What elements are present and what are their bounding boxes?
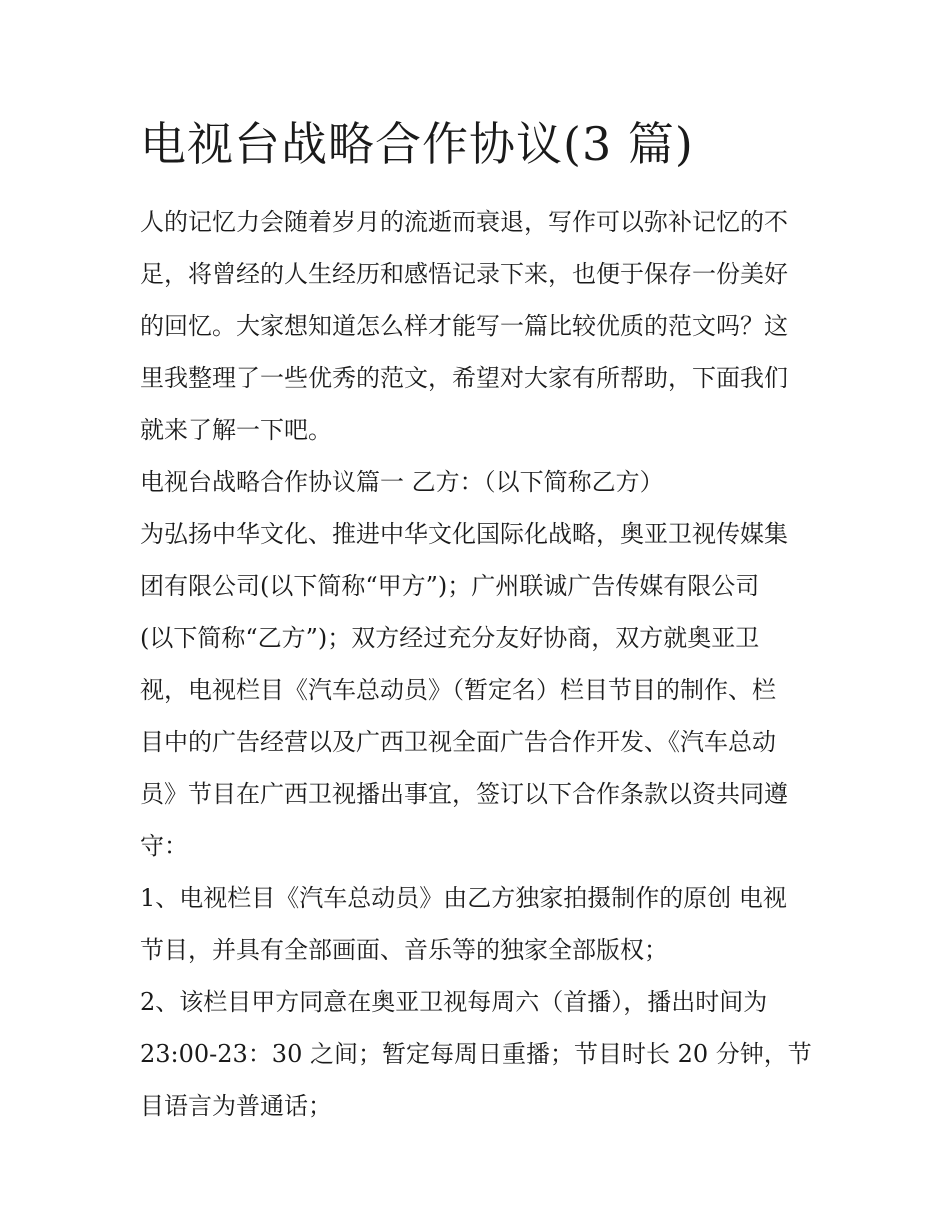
intro-line: 里我整理了一些优秀的范文，希望对大家有所帮助，下面我们 — [140, 364, 788, 392]
body-line: 员》节目在广西卫视播出事宜，签订以下合作条款以资共同遵 — [140, 780, 788, 808]
section-heading-text: 电视台战略合作协议篇一 乙方：（以下简称乙方） — [140, 468, 664, 496]
section-heading — [140, 456, 820, 508]
intro-line: 就来了解一下吧。 — [140, 416, 332, 444]
clause-1 — [140, 872, 820, 976]
body-line: 为弘扬中华文化、推进中华文化国际化战略，奥亚卫视传媒集 — [140, 520, 788, 548]
clause-line: 2、该栏目甲方同意在奥亚卫视每周六（首播），播出时间为 — [140, 988, 768, 1016]
intro-line: 的回忆。大家想知道怎么样才能写一篇比较优质的范文吗？这 — [140, 312, 788, 340]
clause-2 — [140, 976, 820, 1132]
document-page — [140, 112, 820, 1132]
clause-line: 目语言为普通话； — [140, 1092, 332, 1120]
body-paragraph — [140, 508, 820, 872]
intro-line: 人的记忆力会随着岁月的流逝而衰退，写作可以弥补记忆的不 — [140, 208, 788, 236]
clause-line: 1、电视栏目《汽车总动员》由乙方独家拍摄制作的原创 电视 — [140, 884, 787, 912]
body-line: (以下简称“乙方”)；双方经过充分友好协商，双方就奥亚卫 — [140, 624, 760, 652]
document-title: 电视台战略合作协议(3 篇) — [140, 117, 694, 171]
body-line: 目中的广告经营以及广西卫视全面广告合作开发、《汽车总动 — [140, 728, 776, 756]
body-line: 守： — [140, 832, 188, 860]
body-line: 视，电视栏目《汽车总动员》（暂定名）栏目节目的制作、栏 — [140, 676, 776, 704]
clause-line: 节目，并具有全部画面、音乐等的独家全部版权； — [140, 936, 668, 964]
body-line: 团有限公司(以下简称“甲方”)；广州联诚广告传媒有限公司 — [140, 572, 760, 600]
intro-paragraph — [140, 196, 820, 456]
clause-line: 23:00-23：30 之间；暂定每周日重播；节目时长 20 分钟，节 — [140, 1040, 812, 1068]
intro-line: 足，将曾经的人生经历和感悟记录下来，也便于保存一份美好 — [140, 260, 788, 288]
